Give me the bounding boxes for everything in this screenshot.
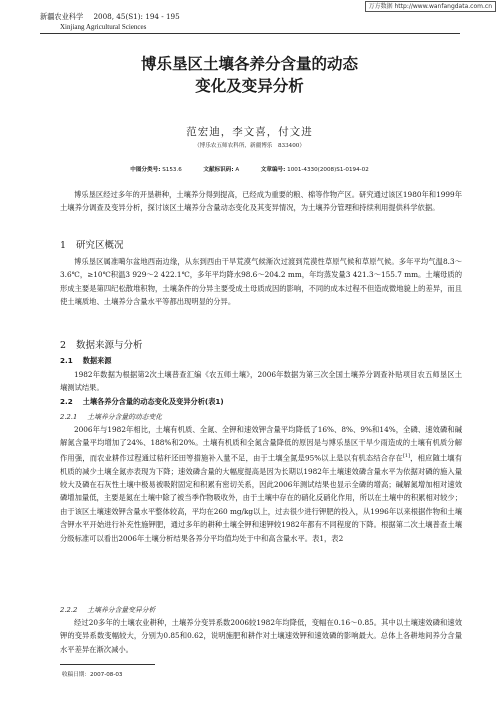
- authors: 范宏迪，李文喜，付文进: [186, 126, 313, 138]
- footnote-divider: [60, 664, 155, 665]
- citation-ref: [1]: [402, 452, 411, 459]
- watermark-stamp: 万方数据 http://www.wanfangdata.com.cn: [365, 1, 496, 12]
- section-2-2-2-heading: 2.2.2 土壤养分含量变异分析: [60, 606, 156, 614]
- title-line-2: 变化及变异分析: [195, 77, 304, 95]
- header-divider: [40, 33, 460, 34]
- journal-header: [40, 12, 180, 32]
- affiliation: （博乐农五师农科所，新疆博乐 833400）: [194, 143, 305, 149]
- clc-label: 中图分类号:: [130, 167, 161, 173]
- classification-line: [0, 165, 499, 173]
- clc-value: S153.6: [162, 167, 182, 173]
- journal-issue: 2008, 45(S1): 194 - 195: [93, 12, 180, 21]
- title-line-1: 博乐垦区土壤各养分含量的动态: [140, 55, 358, 73]
- intro-paragraph: 博乐垦区经过多年的开垦耕种，土壤养分得到提高，已经成为重要的粮、棉等作物产区。研究通过该区1980年和1999年土壤养分调查及变异分析，探讨该区土壤养分含量动态变化及其变异情况，为土壤养分管理和持续利用提供科学依据。: [60, 190, 462, 213]
- section-2-heading: 2 数据来源与分析: [60, 340, 143, 351]
- section-2-2-2-text: 经过20多年的土壤农业耕种，土壤养分变异系数2006较1982年均降低，变幅在0.16～0.85。其中以土壤速效磷和速效钾的变异系数变幅较大，分别为0.85和0.62，说明施肥和耕作对土壤速效钾和速效磷的影响最大。总体上各耕地间养分含量水平差异在渐次减小。: [60, 618, 462, 654]
- paper-title: [0, 53, 499, 97]
- doc-code-label: 文献标识码:: [203, 167, 234, 173]
- journal-name: 新疆农业科学: [40, 12, 84, 21]
- journal-name-en: Xinjiang Agricultural Sciences: [60, 23, 147, 31]
- section-2-2-1-text: 2006年与1982年相比，土壤有机质、全氮、全钾和速效钾含量平均降低了16%、8%、9%和14%，全磷、速效磷和碱解氮含量平均增加了24%、188%和20%。土壤有机质和全氮含量降低的原因是与博乐垦区干旱少雨造成的土壤有机质分解作用强，而农业耕作过程通过秸秆还田等措施补入量不足，由于土壤全氮是95%以上是以有机态结合存在[1]，相应随土壤有机质的减少土壤全氮亦表现为下降；速效磷含量的大幅度提高是因为长期以1982年土壤速效磷含量水平为依据对磷的施入量较大及磷在石灰性土壤中极易被吸附固定和积累有密切关系，因此2006年测试结果也显示全磷的增高；碱解氮增加相对速效磷增加量低，主要是氮在土壤中除了被当季作物吸收外，由于土壤中存在的硝化反硝化作用，所以在土壤中的积累相对较少；由于该区土壤速效钾含量水平整体较高，平均在260 mg/kg以上，过去很少进行钾肥的投入，从1996年以来根据作物和土壤含钾水平开始进行补充性施钾肥，通过多年的耕种土壤全钾和速钾较1982年都有不同程度的下降。根据第二次土壤普查土壤分级标准可以看出2006年土壤分析结果各养分平均值均处于中和高含量水平。表1，表2: [60, 425, 463, 543]
- section-2-2-1-heading: 2.2.1 土壤养分含量的动态变化: [60, 413, 163, 421]
- section-2-1-heading: 2.1 数据来源: [60, 356, 112, 365]
- section-1-heading: 1 研究区概况: [60, 240, 124, 251]
- section-2-1-text: 1982年数据为根据第2次土壤普查汇编《农五师土壤》，2006年数据为第三次全国土壤养分调查补贴项目农五师垦区土壤测试结果。: [60, 370, 462, 393]
- article-no-value: 1001-4330(2008)S1-0194-02: [287, 167, 369, 173]
- doc-code-value: A: [235, 167, 240, 173]
- article-no-label: 文章编号:: [260, 167, 286, 173]
- section-2-2-heading: 2.2 土壤各养分含量的动态变化及变异分析(表1): [60, 397, 224, 406]
- received-date: 收稿日期：2007-08-03: [62, 672, 123, 678]
- section-1-text: 博乐垦区属准噶尔盆地西南边缘，从东到西由干旱荒漠气候渐次过渡到荒漠性草原气候和草原气候。多年平均气温8.3～3.6℃，≥10℃积温3 929～2 422.1℃，多年平均降水98.6～204.2 mm，年均蒸发量3 421.3～155.7 mm。土壤母质的形成主要是第四纪松散堆积物，土壤条件的分异主要受成土母质成因的影响，不同的成本过程不但造成微地貌上的差异，而且使土壤质地、土壤养分含量水平等都出现明显的分异。: [60, 257, 462, 307]
